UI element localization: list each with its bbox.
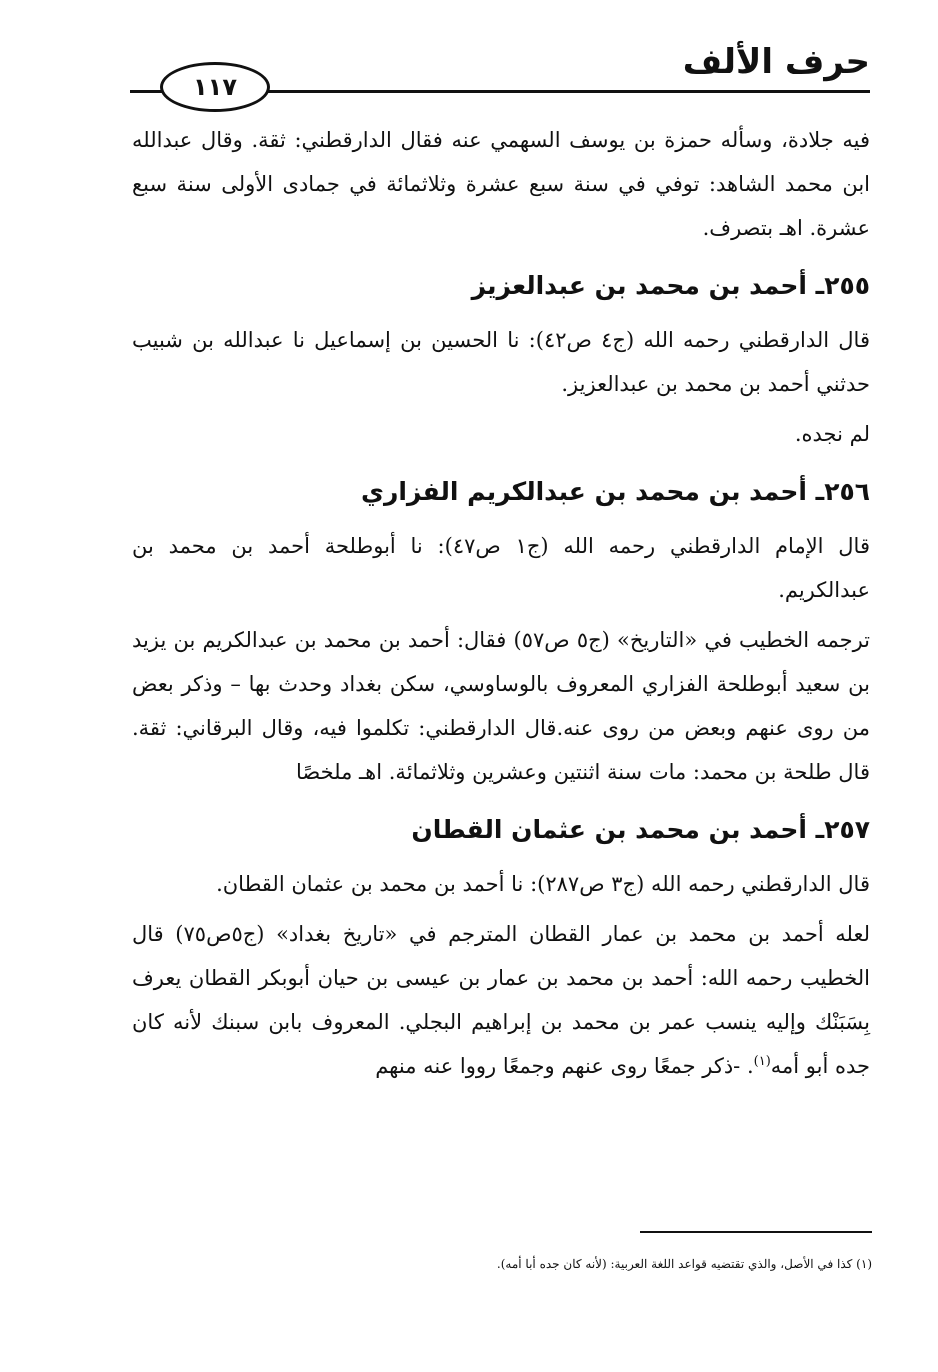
page-number: ١١٧ (193, 73, 237, 101)
footnote-marker: (١) (856, 1257, 872, 1271)
footnote-text: كذا في الأصل، والذي تقتضيه قواعد اللغة العربية: (لأنه كان جده أبا أمه). (496, 1257, 853, 1271)
entry-255-paragraph-2: لم نجده. (794, 422, 870, 446)
footnote-reference[interactable]: (١) (753, 1054, 771, 1069)
page-header (130, 40, 870, 110)
entry-257-paragraph-2-tail: . -ذكر جمعًا روى عنهم وجمعًا رووا عنه منهم (375, 1054, 754, 1078)
page-body (132, 118, 870, 1094)
chapter-title: حرف الألف (682, 42, 870, 82)
entry-257-paragraph-2 (132, 912, 870, 1088)
entry-256-paragraph-1: قال الإمام الدارقطني رحمه الله (ج١ ص٤٧): نا أبوطلحة أحمد بن محمد بن عبدالكريم. (132, 534, 870, 602)
entry-256-paragraph-2: ترجمه الخطيب في «التاريخ» (ج٥ ص٥٧) فقال: أحمد بن محمد بن عبدالكريم بن يزيد بن سعيد أبوطلحة الفزاري المعروف بالوساوسي، سكن بغداد وحدث بها – وذكر بعض من روى عنهم وبعض من روى عنه.قال الدارقطني: تكلموا فيه، وقال البرقاني: ثقة. قال طلحة بن محمد: مات سنة اثنتين وعشرين وثلاثمائة. اهـ ملخصًا (132, 628, 870, 784)
entry-255-paragraph-1: قال الدارقطني رحمه الله (ج٤ ص٤٢): نا الحسين بن إسماعيل نا عبدالله بن شبيب حدثني أحمد بن محمد بن عبدالعزيز. (132, 328, 870, 396)
page-number-badge (160, 62, 270, 112)
entry-257-paragraph-1: قال الدارقطني رحمه الله (ج٣ ص٢٨٧): نا أحمد بن محمد بن عثمان القطان. (216, 872, 870, 896)
intro-paragraph: فيه جلادة، وسأله حمزة بن يوسف السهمي عنه فقال الدارقطني: ثقة. وقال عبدالله ابن محمد الشاهد: توفي في سنة سبع عشرة وثلاثمائة في جمادى الأولى سنة سبع عشرة. اهـ بتصرف. (132, 128, 870, 240)
entry-heading-257: ٢٥٧ـ أحمد بن محمد بن عثمان القطان (411, 815, 870, 844)
entry-257-paragraph-2-text: لعله أحمد بن محمد بن عمار القطان المترجم في «تاريخ بغداد» (ج٥ص٧٥) قال الخطيب رحمه الله: أحمد بن محمد بن عمار بن عيسى بن حيان أبوبكر القطان يعرف بِسَبَنْك وإليه ينسب عمر بن محمد بن إبراهيم البجلي. المعروف بابن سبنك لأنه كان جده أبو أمه (132, 922, 870, 1078)
entry-heading-255: ٢٥٥ـ أحمد بن محمد بن عبدالعزيز (471, 271, 870, 300)
footnote (300, 1257, 872, 1271)
footnote-rule (640, 1231, 872, 1233)
entry-heading-256: ٢٥٦ـ أحمد بن محمد بن عبدالكريم الفزاري (361, 477, 870, 506)
